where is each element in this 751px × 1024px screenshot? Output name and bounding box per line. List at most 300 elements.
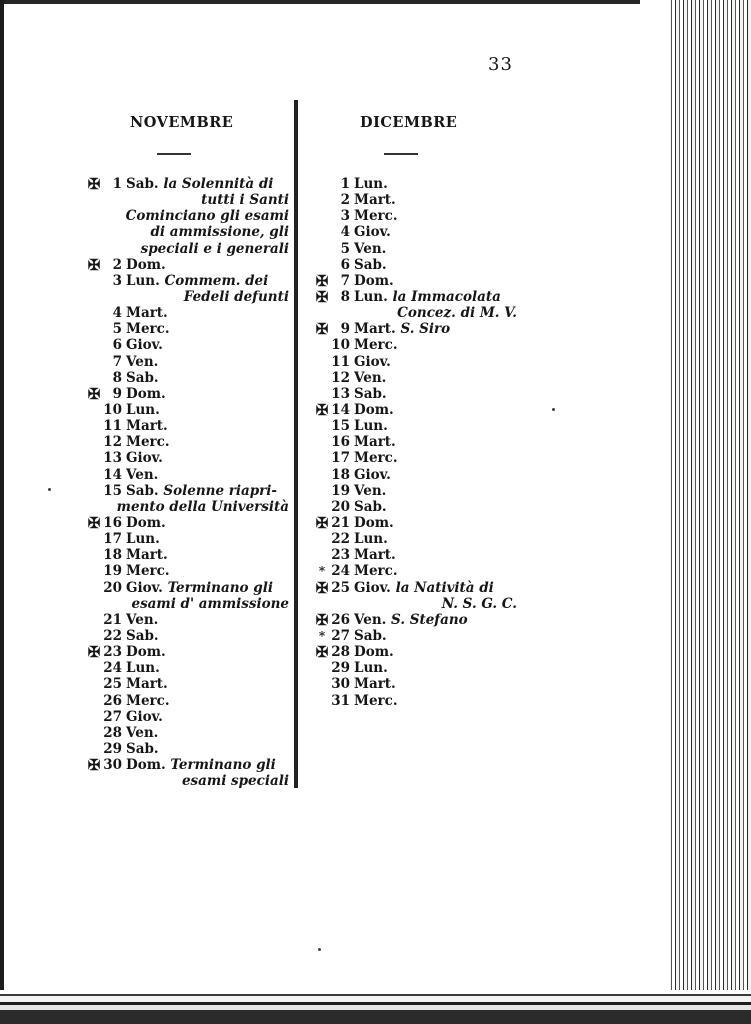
day-text <box>126 273 268 289</box>
day-text <box>126 434 170 450</box>
day-text <box>354 483 386 499</box>
weekday-abbr: Dom. <box>354 644 394 661</box>
paper-speck <box>552 408 555 411</box>
day-text <box>126 402 160 418</box>
day-text <box>354 321 450 337</box>
day-entry <box>312 563 517 579</box>
calendar-column-dicembre <box>312 176 517 709</box>
weekday-abbr: Giov. <box>126 337 163 354</box>
feast-cross-icon: ✠ <box>315 513 329 532</box>
day-number: 6 <box>112 337 122 354</box>
day-number: 17 <box>331 450 350 467</box>
day-text <box>354 563 398 579</box>
day-entry <box>84 450 289 466</box>
weekday-abbr: Mart. <box>126 418 168 435</box>
day-number: 1 <box>340 176 350 192</box>
day-number: 2 <box>112 256 122 273</box>
feast-cross-icon: ✠ <box>315 610 329 629</box>
day-number: 26 <box>103 692 122 709</box>
weekday-abbr: Lun. <box>354 176 388 192</box>
day-entry <box>312 176 517 192</box>
weekday-abbr: Dom. <box>126 256 166 273</box>
page-number: 33 <box>488 54 513 75</box>
day-note: Solenne riapri- <box>163 482 278 499</box>
day-note: la Natività di <box>395 579 494 596</box>
day-number: 28 <box>103 724 122 741</box>
day-number: 18 <box>103 547 122 564</box>
book-bottom-edge <box>0 990 751 1024</box>
weekday-abbr: Ven. <box>354 369 387 386</box>
weekday-abbr: Merc. <box>354 563 398 580</box>
day-number: 16 <box>103 514 122 531</box>
day-number: 19 <box>103 563 122 580</box>
calendar-column-novembre <box>84 176 289 789</box>
day-entry <box>84 386 289 402</box>
feast-cross-icon: ✠ <box>87 513 101 532</box>
day-text <box>354 176 388 192</box>
day-text <box>126 337 163 353</box>
feast-cross-icon: ✠ <box>315 578 329 597</box>
note-continuation <box>84 596 289 612</box>
day-text <box>354 676 396 692</box>
day-text <box>354 644 394 660</box>
day-entry <box>312 467 517 483</box>
day-entry <box>312 580 517 596</box>
day-number: 4 <box>112 305 122 322</box>
day-number: 30 <box>331 676 350 693</box>
day-note: Terminano gli <box>167 579 273 596</box>
day-number: 12 <box>331 369 350 386</box>
day-number: 15 <box>331 418 350 435</box>
day-number: 20 <box>331 498 350 515</box>
weekday-abbr: Ven. <box>126 724 159 741</box>
weekday-abbr: Merc. <box>354 692 398 709</box>
paper-speck <box>48 488 51 491</box>
day-entry <box>312 693 517 709</box>
weekday-abbr: Mart. <box>126 305 168 322</box>
day-text <box>354 418 388 434</box>
day-number: 9 <box>340 321 350 338</box>
note-continuation <box>84 224 289 240</box>
weekday-abbr: Merc. <box>354 208 398 225</box>
weekday-abbr: Mart. <box>126 676 168 693</box>
note-continuation-text: N. S. G. C. <box>441 595 517 612</box>
day-entry <box>84 354 289 370</box>
weekday-abbr: Mart. <box>354 321 396 338</box>
day-entry <box>312 370 517 386</box>
day-number: 6 <box>340 256 350 273</box>
day-entry <box>312 660 517 676</box>
feast-cross-icon: ✠ <box>87 384 101 403</box>
note-continuation <box>84 289 289 305</box>
day-text <box>126 547 168 563</box>
day-number: 4 <box>340 224 350 241</box>
day-number: 24 <box>331 563 350 580</box>
day-entry <box>312 628 517 644</box>
day-text <box>126 628 159 644</box>
weekday-abbr: Dom. <box>354 514 394 531</box>
weekday-abbr: Mart. <box>354 192 396 209</box>
paper-speck <box>318 948 321 951</box>
day-text <box>126 305 168 321</box>
day-text <box>126 757 276 773</box>
day-number: 5 <box>112 321 122 338</box>
day-text <box>126 467 158 483</box>
day-entry <box>84 741 289 757</box>
day-text <box>354 434 396 450</box>
day-number: 15 <box>103 482 122 499</box>
day-text <box>354 224 391 240</box>
day-number: 24 <box>103 660 122 677</box>
day-note: Terminano gli <box>170 757 276 774</box>
day-entry <box>84 176 289 192</box>
day-number: 19 <box>331 482 350 499</box>
day-number: 23 <box>103 644 122 661</box>
note-continuation <box>84 241 289 257</box>
day-text <box>354 257 387 273</box>
day-entry <box>84 257 289 273</box>
weekday-abbr: Sab. <box>354 627 387 644</box>
weekday-abbr: Lun. <box>354 288 388 305</box>
asterisk-mark: * <box>318 628 326 643</box>
day-text <box>354 499 387 515</box>
day-entry <box>312 208 517 224</box>
day-entry <box>84 434 289 450</box>
feast-cross-icon: ✠ <box>87 175 101 193</box>
day-text <box>126 709 163 725</box>
day-text <box>354 612 468 628</box>
weekday-abbr: Dom. <box>126 514 166 531</box>
weekday-abbr: Ven. <box>354 482 387 499</box>
day-entry <box>84 660 289 676</box>
day-entry <box>312 386 517 402</box>
note-continuation-text: mento della Università <box>116 498 289 515</box>
feast-cross-icon: ✠ <box>315 271 329 290</box>
day-entry <box>312 321 517 337</box>
day-entry <box>84 709 289 725</box>
weekday-abbr: Dom. <box>354 401 394 418</box>
weekday-abbr: Sab. <box>126 627 159 644</box>
day-entry <box>84 580 289 596</box>
day-entry <box>84 402 289 418</box>
day-number: 11 <box>103 418 122 435</box>
day-entry <box>84 370 289 386</box>
day-entry <box>312 515 517 531</box>
day-entry <box>312 192 517 208</box>
day-number: 27 <box>103 708 122 725</box>
day-text <box>126 676 168 692</box>
day-number: 14 <box>331 401 350 418</box>
day-text <box>126 418 168 434</box>
day-text <box>354 450 398 466</box>
weekday-abbr: Sab. <box>126 176 159 192</box>
weekday-abbr: Giov. <box>354 579 391 596</box>
day-number: 10 <box>103 401 122 418</box>
weekday-abbr: Giov. <box>354 353 391 370</box>
weekday-abbr: Merc. <box>126 692 170 709</box>
day-text <box>354 208 398 224</box>
weekday-abbr: Giov. <box>126 579 163 596</box>
note-continuation <box>312 596 517 612</box>
day-entry <box>84 757 289 773</box>
feast-cross-icon: ✠ <box>87 643 101 662</box>
feast-cross-icon: ✠ <box>87 756 101 775</box>
day-text <box>126 354 158 370</box>
title-rule-dicembre <box>384 153 418 155</box>
weekday-abbr: Giov. <box>126 450 163 467</box>
day-entry <box>84 693 289 709</box>
day-text <box>354 515 394 531</box>
weekday-abbr: Giov. <box>354 224 391 241</box>
day-text <box>126 450 163 466</box>
day-entry <box>312 354 517 370</box>
day-entry <box>312 434 517 450</box>
day-entry <box>312 531 517 547</box>
weekday-abbr: Merc. <box>126 434 170 451</box>
day-entry <box>312 289 517 305</box>
day-text <box>354 531 388 547</box>
day-number: 3 <box>112 272 122 289</box>
day-text <box>126 531 160 547</box>
day-number: 25 <box>103 676 122 693</box>
weekday-abbr: Lun. <box>354 531 388 548</box>
day-number: 7 <box>112 353 122 370</box>
weekday-abbr: Sab. <box>126 482 159 499</box>
day-number: 11 <box>331 353 350 370</box>
day-entry <box>84 337 289 353</box>
day-entry <box>312 257 517 273</box>
weekday-abbr: Giov. <box>126 708 163 725</box>
day-text <box>126 515 166 531</box>
day-number: 17 <box>103 531 122 548</box>
day-number: 22 <box>103 627 122 644</box>
weekday-abbr: Dom. <box>126 757 166 774</box>
weekday-abbr: Lun. <box>354 418 388 435</box>
weekday-abbr: Dom. <box>126 644 166 661</box>
day-number: 3 <box>340 208 350 225</box>
day-note: Commem. dei <box>164 272 269 289</box>
note-continuation-text: esami d' ammissione <box>131 595 289 612</box>
weekday-abbr: Sab. <box>354 385 387 402</box>
feast-cross-icon: ✠ <box>315 400 329 419</box>
note-continuation-text: speciali e i generali <box>140 240 289 257</box>
day-text <box>126 386 166 402</box>
page-top-edge <box>0 0 751 4</box>
weekday-abbr: Mart. <box>354 434 396 451</box>
day-entry <box>312 499 517 515</box>
weekday-abbr: Sab. <box>126 369 159 386</box>
day-note: la Solennità di <box>163 176 274 192</box>
day-text <box>354 354 391 370</box>
day-entry <box>312 337 517 353</box>
weekday-abbr: Dom. <box>126 385 166 402</box>
day-number: 7 <box>340 272 350 289</box>
weekday-abbr: Ven. <box>354 240 387 257</box>
day-entry <box>84 467 289 483</box>
day-entry <box>84 644 289 660</box>
day-number: 22 <box>331 531 350 548</box>
note-continuation-text: tutti i Santi <box>201 192 289 209</box>
day-note: S. Siro <box>400 321 451 338</box>
weekday-abbr: Dom. <box>354 272 394 289</box>
day-number: 2 <box>340 192 350 209</box>
weekday-abbr: Lun. <box>354 660 388 677</box>
day-number: 21 <box>331 514 350 531</box>
weekday-abbr: Ven. <box>126 611 159 628</box>
day-entry <box>84 515 289 531</box>
note-continuation-text: di ammissione, gli <box>150 224 289 241</box>
day-text <box>354 337 398 353</box>
day-text <box>126 725 158 741</box>
day-entry <box>84 531 289 547</box>
day-text <box>354 386 387 402</box>
note-continuation <box>312 305 517 321</box>
weekday-abbr: Sab. <box>354 256 387 273</box>
day-entry <box>312 676 517 692</box>
day-number: 13 <box>103 450 122 467</box>
day-number: 8 <box>112 369 122 386</box>
weekday-abbr: Mart. <box>126 547 168 564</box>
day-number: 8 <box>340 288 350 305</box>
day-entry <box>84 305 289 321</box>
day-text <box>126 257 166 273</box>
day-text <box>126 176 273 192</box>
note-continuation-text: Fedeli defunti <box>183 288 289 305</box>
weekday-abbr: Lun. <box>126 401 160 418</box>
day-entry <box>84 725 289 741</box>
day-text <box>126 612 158 628</box>
day-number: 25 <box>331 579 350 596</box>
weekday-abbr: Lun. <box>126 531 160 548</box>
day-note: S. Stefano <box>391 611 468 628</box>
day-entry <box>312 644 517 660</box>
day-number: 18 <box>331 466 350 483</box>
day-text <box>126 580 273 596</box>
day-entry <box>312 241 517 257</box>
day-entry <box>312 612 517 628</box>
day-entry <box>84 676 289 692</box>
day-text <box>354 273 394 289</box>
feast-cross-icon: ✠ <box>315 643 329 662</box>
day-number: 28 <box>331 644 350 661</box>
weekday-abbr: Ven. <box>126 466 159 483</box>
day-entry <box>84 612 289 628</box>
day-text <box>126 660 160 676</box>
day-number: 29 <box>331 660 350 677</box>
day-entry <box>84 273 289 289</box>
note-continuation <box>84 499 289 515</box>
weekday-abbr: Ven. <box>126 353 159 370</box>
day-text <box>126 644 166 660</box>
day-entry <box>84 321 289 337</box>
day-number: 20 <box>103 579 122 596</box>
note-continuation-text: Cominciano gli esami <box>125 208 289 225</box>
weekday-abbr: Sab. <box>354 498 387 515</box>
day-number: 31 <box>331 692 350 709</box>
day-text <box>354 402 394 418</box>
feast-cross-icon: ✠ <box>315 320 329 339</box>
weekday-abbr: Merc. <box>354 337 398 354</box>
page-margin <box>640 0 670 1024</box>
day-number: 10 <box>331 337 350 354</box>
note-continuation-text: esami speciali <box>181 773 289 790</box>
day-number: 1 <box>112 176 122 192</box>
day-entry <box>312 273 517 289</box>
weekday-abbr: Sab. <box>126 740 159 757</box>
day-text <box>354 580 494 596</box>
day-number: 23 <box>331 547 350 564</box>
day-text <box>354 192 396 208</box>
month-title-novembre: NOVEMBRE <box>130 114 234 131</box>
day-text <box>126 321 170 337</box>
day-number: 27 <box>331 627 350 644</box>
day-entry <box>312 547 517 563</box>
weekday-abbr: Mart. <box>354 676 396 693</box>
day-entry <box>84 418 289 434</box>
day-entry <box>84 483 289 499</box>
note-continuation <box>84 773 289 789</box>
note-continuation-text: Concez. di M. V. <box>397 305 517 322</box>
day-number: 26 <box>331 611 350 628</box>
weekday-abbr: Merc. <box>126 321 170 338</box>
day-text <box>354 241 386 257</box>
note-continuation <box>84 192 289 208</box>
day-text <box>354 289 501 305</box>
day-number: 29 <box>103 740 122 757</box>
feast-cross-icon: ✠ <box>315 287 329 306</box>
day-text <box>354 370 386 386</box>
weekday-abbr: Lun. <box>126 660 160 677</box>
day-entry <box>84 628 289 644</box>
day-text <box>354 547 396 563</box>
day-text <box>354 693 398 709</box>
day-entry <box>312 483 517 499</box>
weekday-abbr: Lun. <box>126 272 160 289</box>
day-number: 30 <box>103 757 122 774</box>
day-entry <box>312 402 517 418</box>
day-text <box>126 563 170 579</box>
day-entry <box>84 563 289 579</box>
day-number: 13 <box>331 385 350 402</box>
day-number: 14 <box>103 466 122 483</box>
day-entry <box>312 224 517 240</box>
page-left-edge <box>0 0 4 1024</box>
weekday-abbr: Merc. <box>126 563 170 580</box>
day-entry <box>312 450 517 466</box>
day-text <box>126 370 159 386</box>
day-note: la Immacolata <box>392 288 501 305</box>
day-entry <box>312 418 517 434</box>
day-text <box>126 741 159 757</box>
day-text <box>126 693 170 709</box>
day-number: 12 <box>103 434 122 451</box>
day-text <box>354 467 391 483</box>
day-number: 9 <box>112 385 122 402</box>
day-text <box>126 483 277 499</box>
title-rule-novembre <box>157 153 191 155</box>
note-continuation <box>84 208 289 224</box>
feast-cross-icon: ✠ <box>87 255 101 274</box>
month-title-dicembre: DICEMBRE <box>360 114 458 131</box>
day-number: 16 <box>331 434 350 451</box>
day-text <box>354 660 388 676</box>
weekday-abbr: Ven. <box>354 611 387 628</box>
day-entry <box>84 547 289 563</box>
day-text <box>354 628 387 644</box>
day-number: 21 <box>103 611 122 628</box>
weekday-abbr: Giov. <box>354 466 391 483</box>
weekday-abbr: Merc. <box>354 450 398 467</box>
